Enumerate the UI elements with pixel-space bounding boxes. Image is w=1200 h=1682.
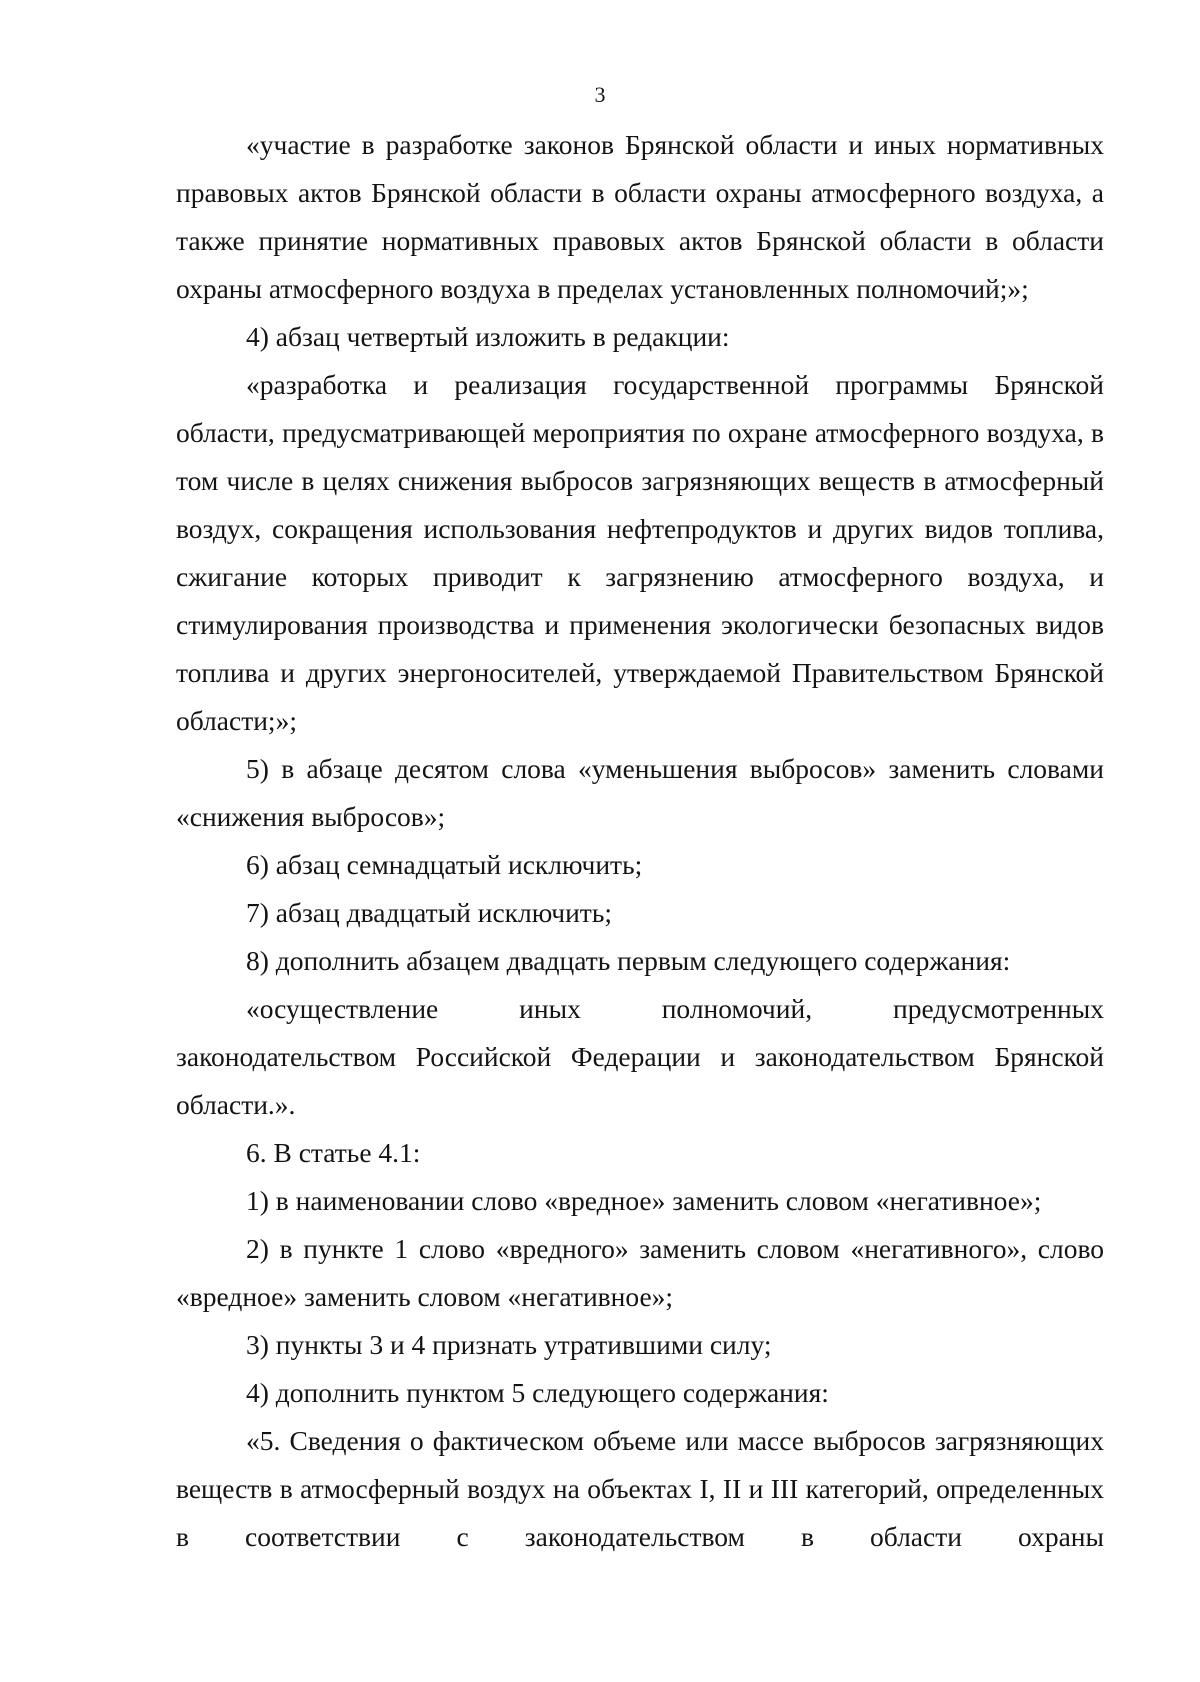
document-body [176,121,1104,1561]
paragraph-other-powers: «осуществление иных полномочий, предусмотренных законодательством Российской Федерации и законодательством Брянской области.». [176,993,1104,1120]
paragraph-article-4-1: 6. В статье 4.1: [246,1137,421,1168]
paragraph-item-5: 5) в абзаце десятом слова «уменьшения выбросов» заменить словами «снижения выбросов»; [176,753,1104,832]
paragraph-item-8: 8) дополнить абзацем двадцать первым следующего содержания: [246,945,1011,976]
page-number: 3 [594,82,606,107]
paragraph-item-4: 4) абзац четвертый изложить в редакции: [246,321,730,352]
paragraph-emissions-info: «5. Сведения о фактическом объеме или массе выбросов загрязняющих веществ в атмосферный воздух на объектах I, II и III категорий, определенных в соответствии с законодательством в области охраны [176,1425,1104,1552]
paragraph-article-item-3: 3) пункты 3 и 4 признать утратившими силу; [246,1329,772,1360]
paragraph-item-7: 7) абзац двадцатый исключить; [246,897,612,928]
paragraph-item-6: 6) абзац семнадцатый исключить; [246,849,643,880]
paragraph-participation: «участие в разработке законов Брянской области и иных нормативных правовых актов Брянской области в области охраны атмосферного воздуха, а также принятие нормативных правовых актов Брянской области в области охраны атмосферного воздуха в пределах установленных полномочий;»; [176,129,1104,304]
paragraph-state-program: «разработка и реализация государственной программы Брянской области, предусматривающей мероприятия по охране атмосферного воздуха, в том числе в целях снижения выбросов загрязняющих веществ в атмосферный воздух, сокращения использования нефтепродуктов и других видов топлива, сжигание которых приводит к загрязнению атмосферного воздуха, и стимулирования производства и применения экологически безопасных видов топлива и других энергоносителей, утверждаемой Правительством Брянской области;»; [176,369,1104,736]
paragraph-article-item-1: 1) в наименовании слово «вредное» заменить словом «негативное»; [246,1185,1042,1216]
paragraph-article-item-2: 2) в пункте 1 слово «вредного» заменить словом «негативного», слово «вредное» заменить словом «негативное»; [176,1233,1104,1312]
paragraph-article-item-4: 4) дополнить пунктом 5 следующего содержания: [246,1377,829,1408]
